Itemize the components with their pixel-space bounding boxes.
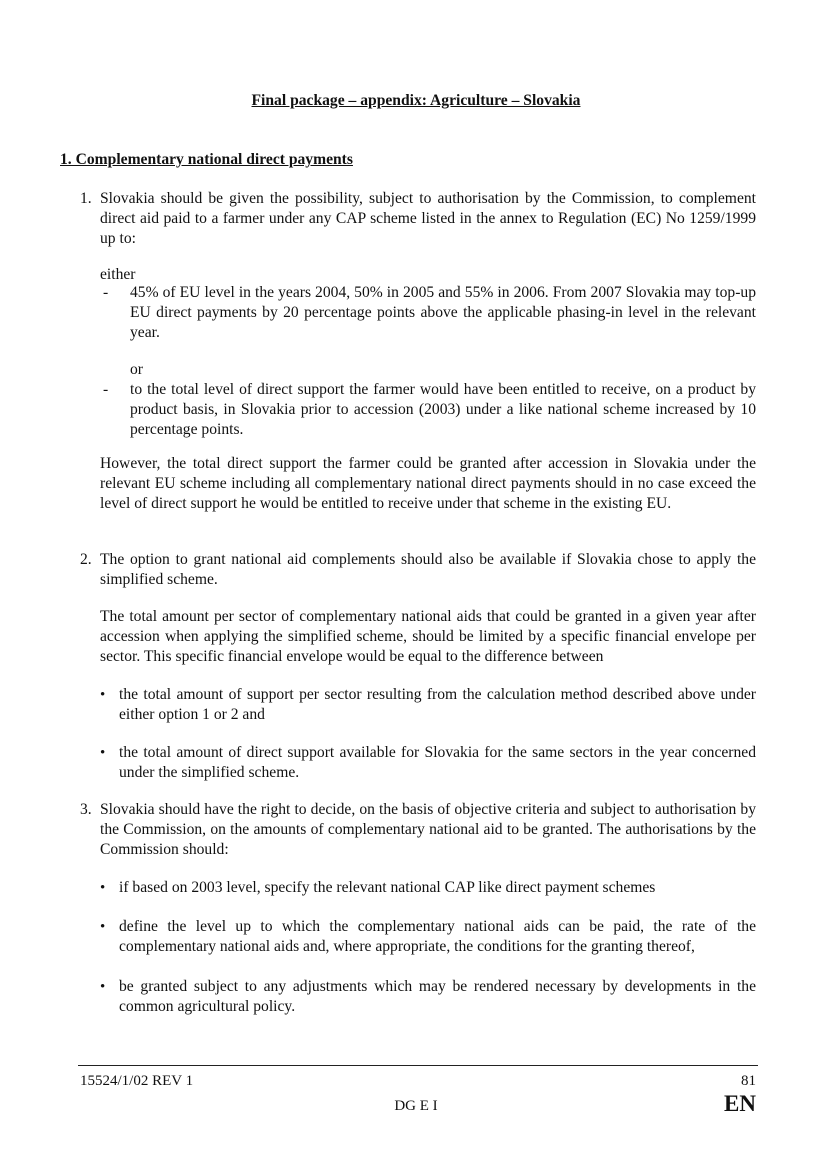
bullet-icon: •: [100, 745, 106, 761]
item-3-number: 3.: [80, 801, 92, 818]
item-2-number: 2.: [80, 551, 92, 568]
item-1-intro: Slovakia should be given the possibility, subject to authorisation by the Commission, to complement direct aid paid to a farmer under any CAP scheme listed in the annex to Regulation (EC) No 1259/1999 up to:: [100, 190, 756, 247]
dash-mark: -: [103, 284, 109, 301]
list-item: define the level up to which the complementary national aids can be paid, the rate of the complementary national aids and, where appropriate, the conditions for the granting thereof,: [119, 918, 756, 955]
item-3-intro: Slovakia should have the right to decide, on the basis of objective criteria and subject to authorisation by the Commission, on the amounts of complementary national aid to be granted. The authorisations by the Commission should:: [100, 801, 756, 858]
or-label: or: [130, 361, 143, 378]
footer-divider: [78, 1065, 758, 1066]
item-2-intro: The option to grant national aid complements should also be available if Slovakia chose to apply the simplified scheme.: [100, 551, 756, 588]
document-reference: 15524/1/02 REV 1: [80, 1073, 194, 1089]
page-number: 81: [741, 1073, 756, 1089]
list-item: if based on 2003 level, specify the relevant national CAP like direct payment schemes: [119, 879, 656, 896]
list-item: the total amount of support per sector resulting from the calculation method described above under either option 1 or 2 and: [119, 686, 756, 723]
item-2-total-paragraph: The total amount per sector of complementary national aids that could be granted in a given year after accession when applying the simplified scheme, should be limited by a specific financial envelope per sector. This specific financial envelope would be equal to the difference between: [100, 608, 756, 665]
bullet-icon: •: [100, 687, 106, 703]
option-b-text: to the total level of direct support the farmer would have been entitled to receive, on a product by product basis, in Slovakia prior to accession (2003) under a like national scheme increased by 10 percentage points.: [130, 381, 756, 438]
language-code: EN: [724, 1091, 756, 1116]
bullet-icon: •: [100, 979, 106, 995]
bullet-icon: •: [100, 880, 106, 896]
however-paragraph: However, the total direct support the farmer could be granted after accession in Slovakia under the relevant EU scheme including all complementary national direct payments should in no case exceed the level of direct support he would be entitled to receive under that scheme in the existing EU.: [100, 455, 756, 512]
bullet-icon: •: [100, 919, 106, 935]
item-1-number: 1.: [80, 190, 92, 207]
option-a-text: 45% of EU level in the years 2004, 50% in 2005 and 55% in 2006. From 2007 Slovakia may top-up EU direct payments by 20 percentage points above the applicable phasing-in level in the relevant year.: [130, 284, 756, 341]
section-heading: 1. Complementary national direct payments: [60, 151, 353, 168]
list-item: the total amount of direct support available for Slovakia for the same sectors in the year concerned under the simplified scheme.: [119, 744, 756, 781]
directorate-code: DG E I: [394, 1098, 438, 1114]
page-title: Final package – appendix: Agriculture – Slovakia: [251, 92, 581, 109]
dash-mark: -: [103, 381, 109, 398]
either-label: either: [100, 266, 136, 283]
list-item: be granted subject to any adjustments which may be rendered necessary by developments in the common agricultural policy.: [119, 978, 756, 1015]
